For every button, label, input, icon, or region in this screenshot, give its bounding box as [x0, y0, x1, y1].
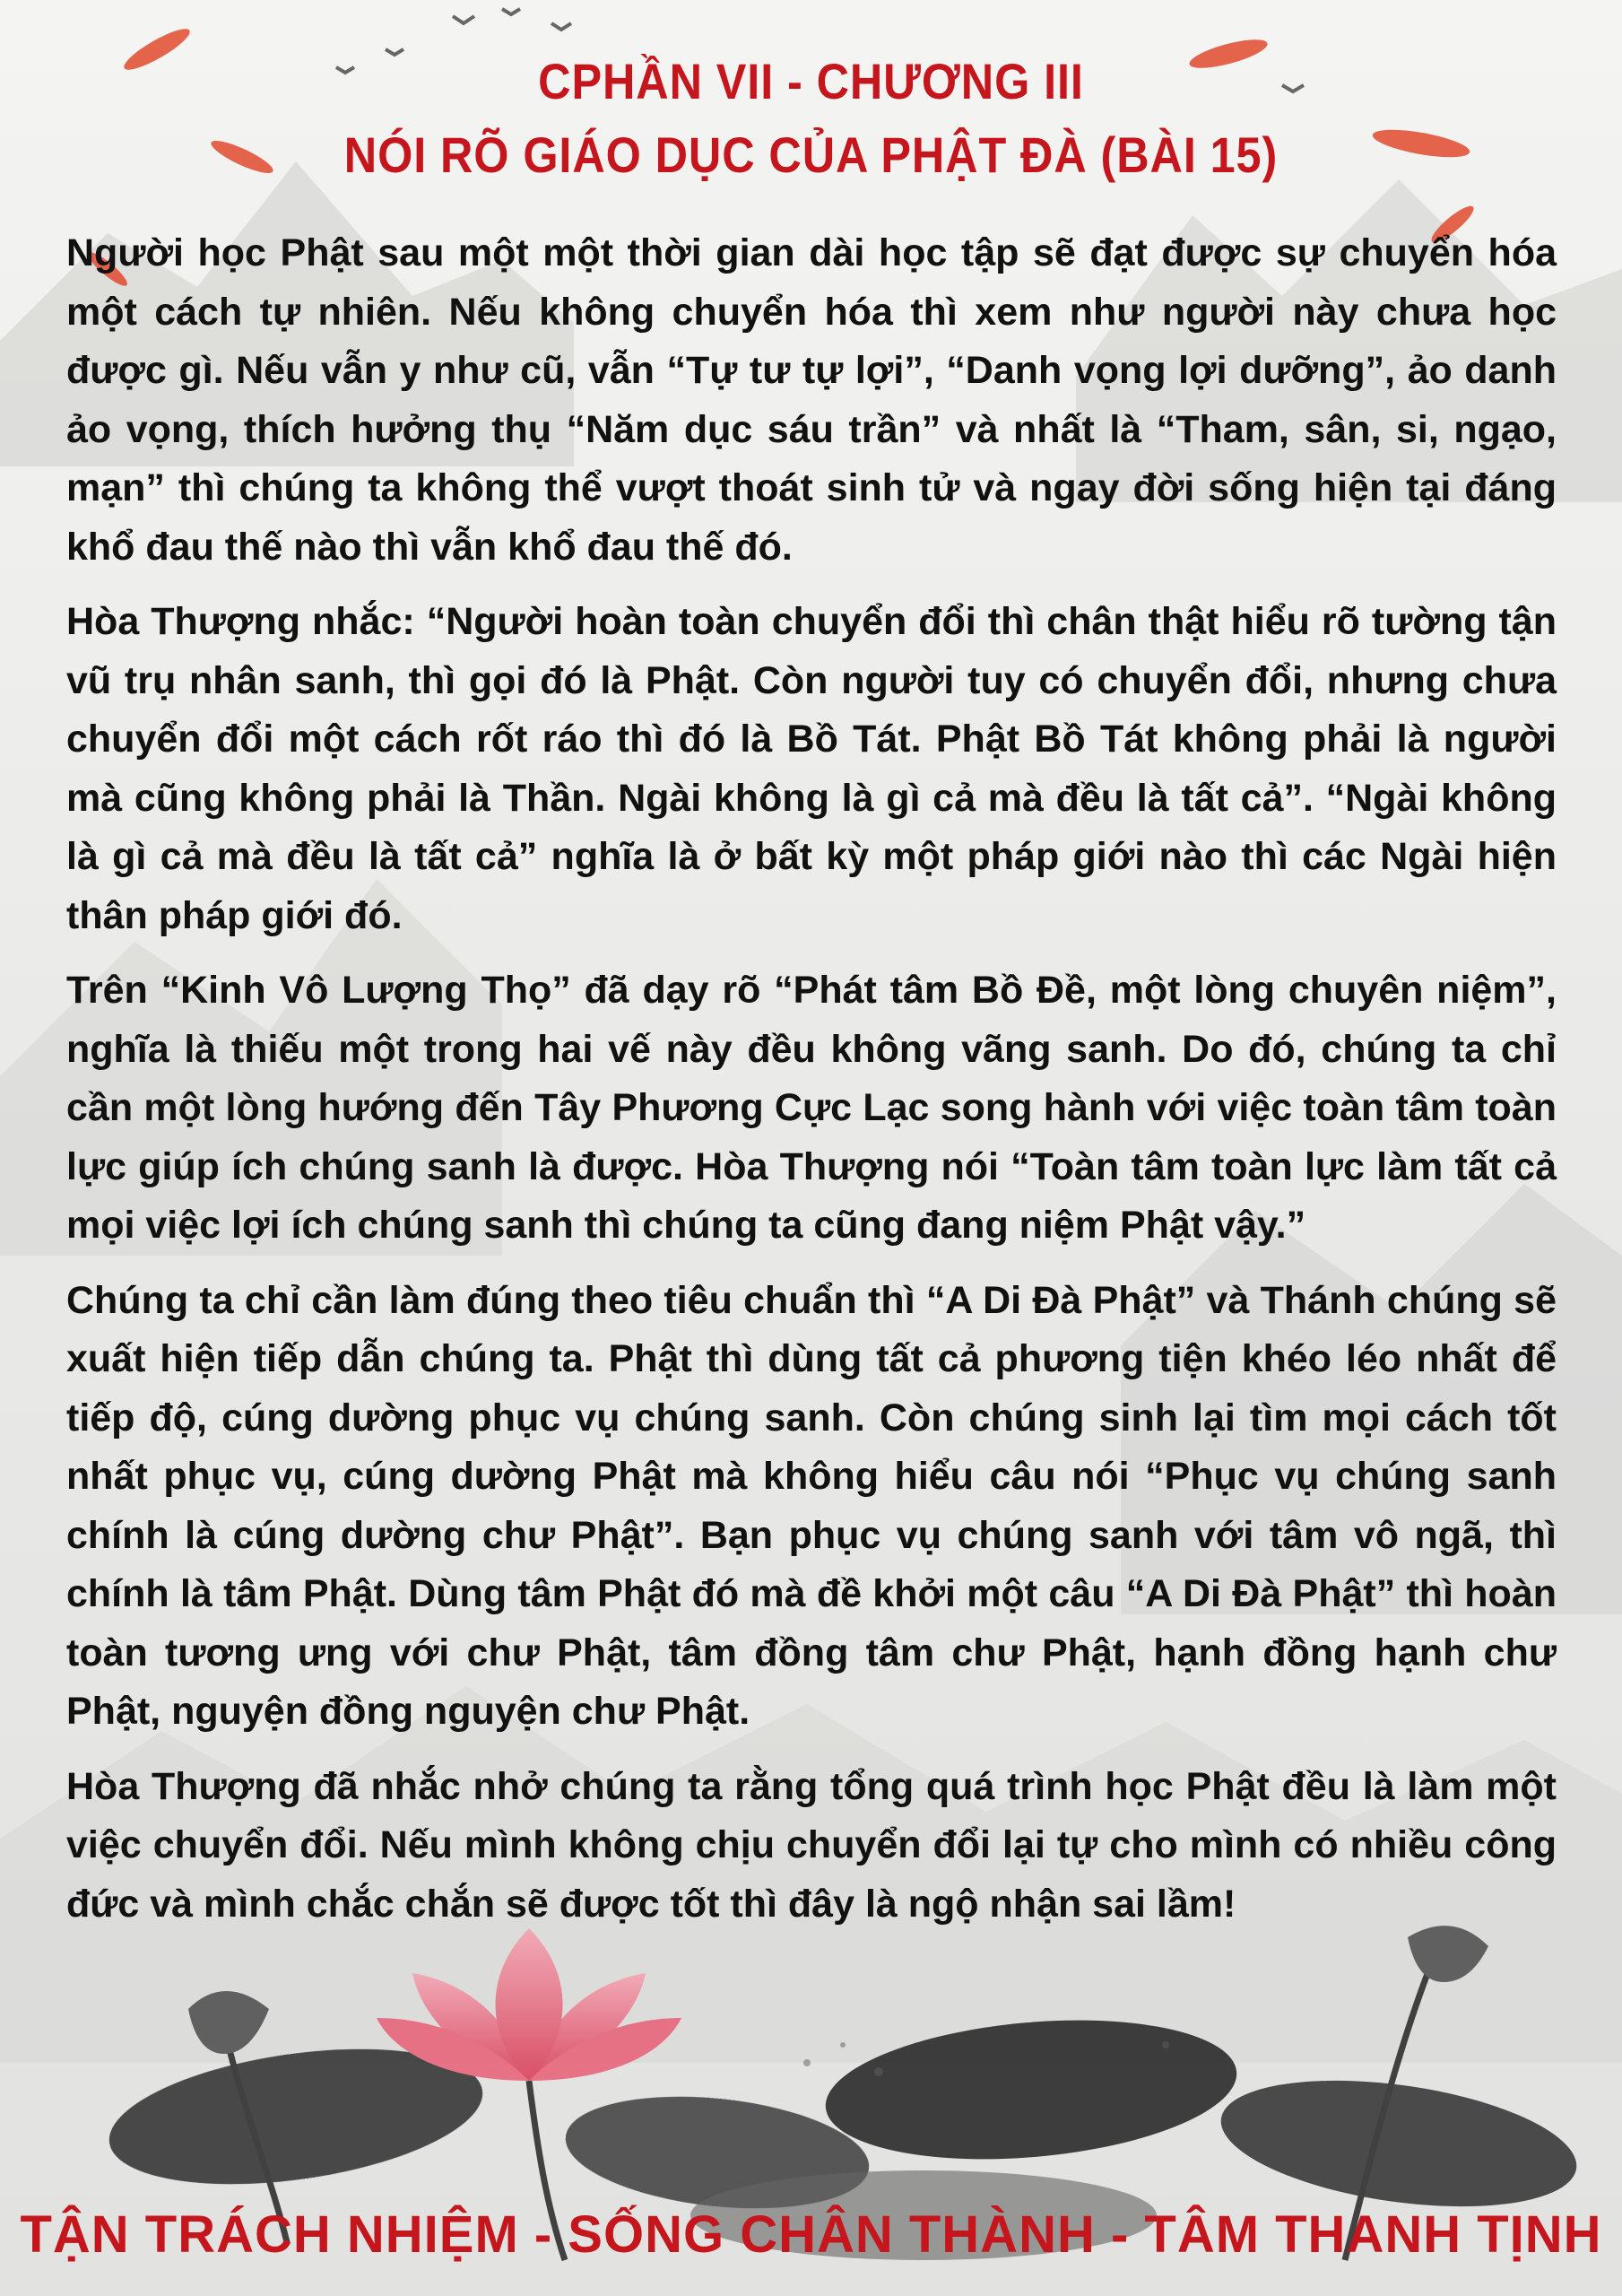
paragraph-5: Hòa Thượng đã nhắc nhở chúng ta rằng tổng quá trình học Phật đều là làm một việc chuyển đổi. Nếu mình không chịu chuyển đổi lại tự cho mình có nhiều công đức và mình chắc chắn sẽ được tốt thì đây là ngộ nhận sai lầm! — [66, 1764, 1557, 1926]
page-header — [0, 45, 1622, 192]
paragraph-1: Người học Phật sau một một thời gian dài học tập sẽ đạt được sự chuyển hóa một cách tự nhiên. Nếu không chuyển hóa thì xem như người này chưa học được gì. Nếu vẫn y như cũ, vẫn “Tự tư tự lợi”, “Danh vọng lợi dưỡng”, ảo danh ảo vọng, thích hưởng thụ “Năm dục sáu trần” và nhất là “Tham, sân, si, ngạo, mạn” thì chúng ta không thể vượt thoát sinh tử và ngay đời sống hiện tại đáng khổ đau thế nào thì vẫn khổ đau thế đó. — [66, 231, 1557, 569]
paragraph-4: Chúng ta chỉ cần làm đúng theo tiêu chuẩn thì “A Di Đà Phật” và Thánh chúng sẽ xuất hiện tiếp dẫn chúng ta. Phật thì dùng tất cả phương tiện khéo léo nhất để tiếp độ, cúng dường phục vụ chúng sanh. Còn chúng sinh lại tìm mọi cách tốt nhất phục vụ, cúng dường Phật mà không hiểu câu nói “Phục vụ chúng sanh chính là cúng dường chư Phật”. Bạn phục vụ chúng sanh với tâm vô ngã, thì chính là tâm Phật. Dùng tâm Phật đó mà đề khởi một câu “A Di Đà Phật” thì hoàn toàn tương ưng với chư Phật, tâm đồng tâm chư Phật, hạnh đồng hạnh chư Phật, nguyện đồng nguyện chư Phật. — [66, 1278, 1557, 1733]
paragraph-2: Hòa Thượng nhắc: “Người hoàn toàn chuyển đổi thì chân thật hiểu rõ tường tận vũ trụ nhân sanh, thì gọi đó là Phật. Còn người tuy có chuyển đổi, nhưng chưa chuyển đổi một cách rốt ráo thì đó là Bồ Tát. Phật Bồ Tát không phải là người mà cũng không phải là Thần. Ngài không là gì cả mà đều là tất cả”. “Ngài không là gì cả mà đều là tất cả” nghĩa là ở bất kỳ một pháp giới nào thì các Ngài hiện thân pháp giới đó. — [66, 600, 1557, 937]
chapter-title: CPHẦN VII - CHƯƠNG III — [538, 53, 1084, 109]
lesson-title: NÓI RÕ GIÁO DỤC CỦA PHẬT ĐÀ (BÀI 15) — [343, 126, 1279, 183]
paragraph-3: Trên “Kinh Vô Lượng Thọ” đã dạy rõ “Phát tâm Bồ Đề, một lòng chuyên niệm”, nghĩa là thiếu một trong hai vế này đều không vãng sanh. Do đó, chúng ta chỉ cần một lòng hướng đến Tây Phương Cực Lạc song hành với việc toàn tâm toàn lực giúp ích chúng sanh là được. Hòa Thượng nói “Toàn tâm toàn lực làm tất cả mọi việc lợi ích chúng sanh thì chúng ta cũng đang niệm Phật vậy.” — [66, 969, 1557, 1247]
article-body — [66, 224, 1557, 1950]
footer-slogan: TẬN TRÁCH NHIỆM - SỐNG CHÂN THÀNH - TÂM THANH TỊNH — [20, 2205, 1602, 2264]
